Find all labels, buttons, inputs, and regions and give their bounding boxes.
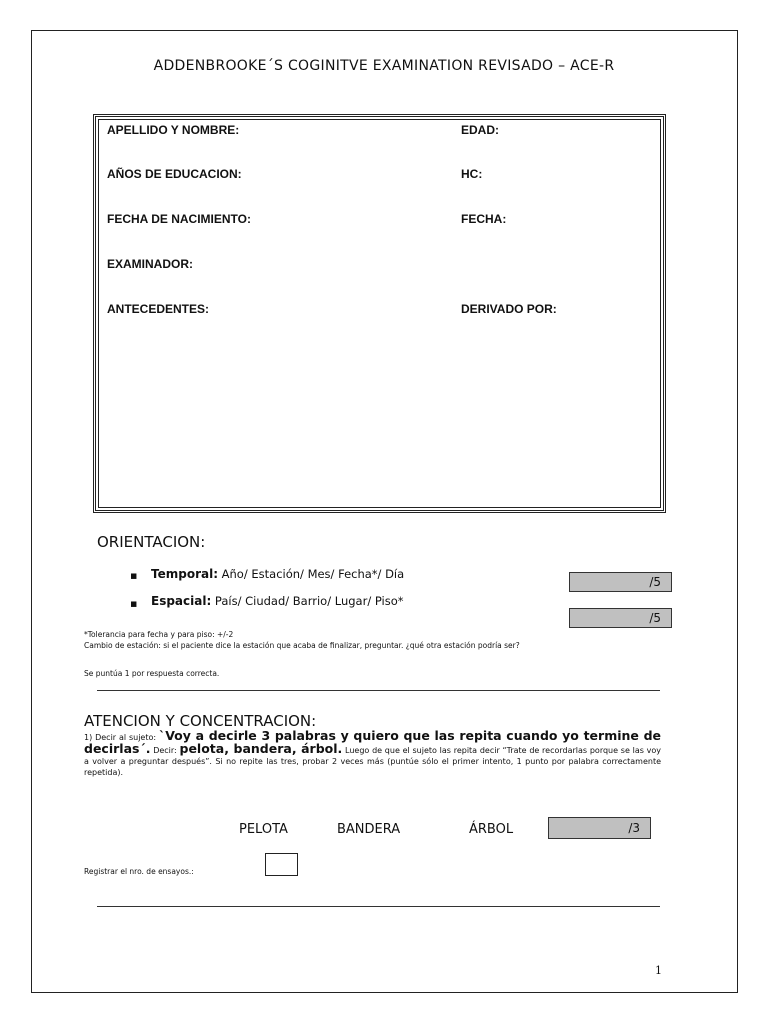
intro-text: 1) Decir al sujeto: (84, 733, 159, 742)
quote-text: `Voy a decirle 3 palabras y quiero que las repita cuando yo termine de decirlas´. (84, 728, 661, 756)
atencion-score-field[interactable]: /3 (548, 817, 651, 839)
nacimiento-label: FECHA DE NACIMIENTO: (107, 212, 251, 226)
tolerancia-note: *Tolerancia para fecha y para piso: +/-2 (84, 630, 234, 639)
educacion-label: AÑOS DE EDUCACION: (107, 167, 242, 181)
section-divider (97, 690, 660, 691)
word-pelota: PELOTA (239, 822, 288, 837)
espacial-label: Espacial: (151, 594, 212, 608)
examinador-label: EXAMINADOR: (107, 257, 193, 271)
derivado-label: DERIVADO POR: (461, 302, 557, 316)
temporal-label: Temporal: (151, 567, 218, 581)
temporal-text: Año/ Estación/ Mes/ Fecha*/ Día (218, 567, 405, 581)
word-bandera: BANDERA (337, 822, 401, 837)
edad-label: EDAD: (461, 123, 499, 137)
temporal-item (151, 567, 404, 581)
puntua-note: Se puntúa 1 por respuesta correcta. (84, 669, 220, 678)
espacial-text: País/ Ciudad/ Barrio/ Lugar/ Piso* (211, 594, 404, 608)
trials-input[interactable] (265, 853, 298, 876)
words-text: pelota, bandera, árbol. (179, 741, 343, 756)
orientacion-heading: ORIENTACION: (97, 533, 206, 551)
fecha-label: FECHA: (461, 212, 507, 226)
decir-text: Decir: (150, 746, 180, 755)
espacial-score-field[interactable]: /5 (569, 608, 672, 628)
antecedentes-label: ANTECEDENTES: (107, 302, 210, 316)
atencion-instructions (84, 730, 661, 778)
espacial-item (151, 594, 404, 608)
atencion-heading: ATENCION Y CONCENTRACION: (84, 712, 317, 730)
hc-label: HC: (461, 167, 483, 181)
estacion-note: Cambio de estación: si el paciente dice la estación que acaba de finalizar, preguntar. ¿qué otra estación podría ser? (84, 641, 520, 650)
section-divider (97, 906, 660, 907)
page-number: 1 (655, 964, 662, 977)
trials-label: Registrar el nro. de ensayos.: (84, 867, 194, 876)
bullet-icon: ▪ (130, 597, 138, 610)
apellido-label: APELLIDO Y NOMBRE: (107, 123, 240, 137)
instructions-text: Luego de que el sujeto las repita decir “Trate de recordarlas porque se las voy a volver a preguntar después”. Si no repite las tres, probar 2 veces más (puntúe sólo el primer intento, 1 punto por palabra correctamente repetida). (84, 746, 662, 777)
word-arbol: ÁRBOL (469, 822, 514, 837)
page-title: ADDENBROOKE´S COGINITVE EXAMINATION REVISADO – ACE-R (153, 58, 615, 74)
temporal-score-field[interactable]: /5 (569, 572, 672, 592)
bullet-icon: ▪ (130, 569, 138, 582)
